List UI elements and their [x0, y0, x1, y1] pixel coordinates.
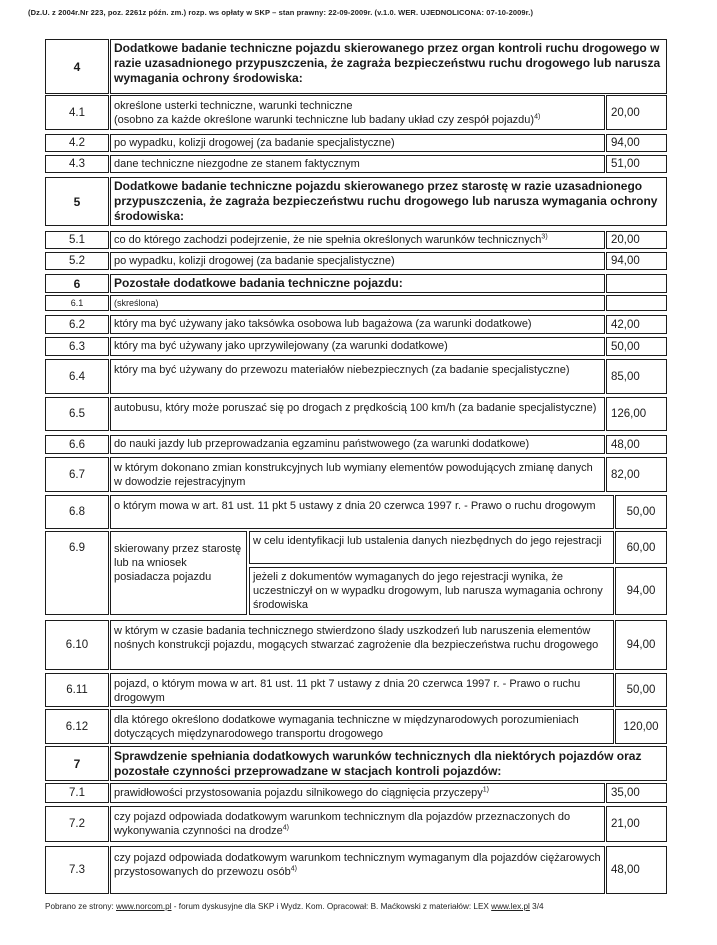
- section-heading: Sprawdzenie spełniania dodatkowych warunków technicznych dla niektórych pojazdów oraz pozostałe czynności przeprowadzane w stacjach kontroli pojazdów:: [110, 746, 667, 781]
- table-row: [45, 95, 667, 130]
- row-number: 4.3: [45, 155, 109, 173]
- fee-value: 50,00: [615, 495, 667, 529]
- fee-value: 94,00: [615, 620, 667, 670]
- footnote-ref: 4): [534, 113, 541, 121]
- table-row: [45, 620, 667, 670]
- table-row: [45, 783, 667, 803]
- footer-prefix: Pobrano ze strony:: [45, 902, 116, 911]
- table-row: [45, 295, 667, 311]
- page-number: 3/4: [529, 902, 544, 911]
- table-row-section-5: [45, 177, 667, 226]
- table-row-section-7: [45, 746, 667, 781]
- footnote-ref: 3): [541, 233, 548, 241]
- row-description: dane techniczne niezgodne ze stanem faktycznym: [110, 155, 605, 173]
- row-number: 6.10: [45, 620, 109, 670]
- row-number: 6.4: [45, 359, 109, 394]
- row-number: 6.7: [45, 457, 109, 492]
- row-number: 7: [45, 746, 109, 781]
- row-number: 4.1: [45, 95, 109, 130]
- row-number: 6.1: [45, 295, 109, 311]
- lex-link[interactable]: www.lex.pl: [491, 902, 530, 911]
- row-number: 5.1: [45, 231, 109, 249]
- row-description: po wypadku, kolizji drogowej (za badanie specjalistyczne): [110, 252, 605, 270]
- table-row: [45, 495, 667, 529]
- sub-condition-2: jeżeli z dokumentów wymaganych do jego rejestracji wynika, że uczestniczył on w wypadku drogowym, lub narusza wymagania ochrony środowiska: [249, 567, 614, 615]
- section-heading: Pozostałe dodatkowe badania techniczne pojazdu:: [110, 274, 605, 293]
- fee-value-empty: [606, 274, 667, 293]
- fee-value: 94,00: [606, 252, 667, 270]
- fee-value-1: 60,00: [615, 531, 667, 564]
- fee-value: 85,00: [606, 359, 667, 394]
- row-number: 5.2: [45, 252, 109, 270]
- row-number: 6.6: [45, 435, 109, 454]
- fee-value: 126,00: [606, 397, 667, 431]
- row-description-text: skierowany przez starostę lub na wniosek posiadacza pojazdu: [114, 543, 242, 583]
- row-number: 4.2: [45, 134, 109, 152]
- row-number: 6: [45, 274, 109, 293]
- fee-value: 50,00: [606, 337, 667, 356]
- table-row: [45, 397, 667, 431]
- row-description-text: czy pojazd odpowiada dodatkowym warunkom technicznym dla pojazdów przeznaczonych do wykonywania czynności na drodze: [114, 811, 571, 837]
- row-number: 6.8: [45, 495, 109, 529]
- footnote-ref: 4): [282, 824, 289, 832]
- row-description: [110, 231, 605, 249]
- row-description-line1: określone usterki techniczne, warunki techniczne: [114, 100, 353, 112]
- row-description: który ma być używany jako taksówka osobowa lub bagażowa (za warunki dodatkowe): [110, 315, 605, 334]
- fee-value: 48,00: [606, 435, 667, 454]
- row-number: 6.11: [45, 673, 109, 707]
- fee-value-2: 94,00: [615, 567, 667, 615]
- table-row: [45, 134, 667, 152]
- norcom-link[interactable]: www.norcom.pl: [116, 902, 172, 911]
- fee-value: 51,00: [606, 155, 667, 173]
- row-description-text: co do którego zachodzi podejrzenie, że nie spełnia określonych warunków technicznych: [114, 234, 542, 246]
- row-description: [110, 783, 605, 803]
- legal-header: (Dz.U. z 2004r.Nr 223, poz. 2261z późn. zm.) rozp. ws opłaty w SKP – stan prawny: 22-09-2009r. (v.1.0. WER. UJEDNOLICONA: 07-10-2009r.): [28, 8, 534, 17]
- table-row: [45, 231, 667, 249]
- row-description: autobusu, który może poruszać się po drogach z prędkością 100 km/h (za badanie specjalistyczne): [110, 397, 605, 431]
- fee-value-empty: [606, 295, 667, 311]
- fee-value: 94,00: [606, 134, 667, 152]
- row-description: [110, 806, 605, 842]
- fee-value: 35,00: [606, 783, 667, 803]
- sub-condition-1: w celu identyfikacji lub ustalenia danych niezbędnych do jego rejestracji: [249, 531, 614, 564]
- table-row: [45, 673, 667, 707]
- fee-value: 82,00: [606, 457, 667, 492]
- row-number: 6.12: [45, 709, 109, 744]
- row-number: 7.1: [45, 783, 109, 803]
- table-row: [45, 252, 667, 270]
- fee-value: 20,00: [606, 95, 667, 130]
- footer-credits: - forum dyskusyjne dla SKP i Wydz. Kom. Opracował: B. Maćkowski z materiałów: LEX: [171, 902, 492, 911]
- row-number: 6.5: [45, 397, 109, 431]
- row-number: [45, 531, 109, 615]
- row-description: (skreślona): [110, 295, 605, 311]
- table-row: [45, 337, 667, 356]
- table-row: [45, 359, 667, 394]
- row-description: [110, 846, 605, 894]
- table-row: [45, 846, 667, 894]
- row-description: o którym mowa w art. 81 ust. 11 pkt 5 ustawy z dnia 20 czerwca 1997 r. - Prawo o ruchu drogowym: [110, 495, 614, 529]
- row-description: w którym w czasie badania technicznego stwierdzono ślady uszkodzeń lub naruszenia elementów nośnych konstrukcji pojazdu, mogących stwarzać zagrożenie dla bezpieczeństwa ruchu drogowego: [110, 620, 614, 670]
- table-row: [45, 435, 667, 454]
- row-description: [110, 95, 605, 130]
- fee-value: 20,00: [606, 231, 667, 249]
- fee-value: 50,00: [615, 673, 667, 707]
- fee-value: 48,00: [606, 846, 667, 894]
- row-description: który ma być używany do przewozu materiałów niebezpiecznych (za badanie specjalistyczne): [110, 359, 605, 394]
- table-row: [45, 709, 667, 744]
- fee-value: 21,00: [606, 806, 667, 842]
- fee-value: 42,00: [606, 315, 667, 334]
- row-description-text: czy pojazd odpowiada dodatkowym warunkom technicznym wymaganym dla pojazdów ciężarowych przystosowanych do przewozu osób: [114, 852, 601, 878]
- row-number: 5: [45, 177, 109, 226]
- table-row: [45, 457, 667, 492]
- section-heading: Dodatkowe badanie techniczne pojazdu skierowanego przez organ kontroli ruchu drogowego w razie uzasadnionego przypuszczenia, że zagraża bezpieczeństwu ruchu drogowego lub narusza wymagania ochrony środowiska:: [110, 39, 667, 94]
- row-description: [110, 531, 247, 615]
- row-description-note: (osobno za każde określone warunki techniczne lub badany układ czy zespół pojazdu): [114, 114, 535, 126]
- footnote-ref: 1): [482, 786, 489, 794]
- row-description-text: prawidłowości przystosowania pojazdu silnikowego do ciągnięcia przyczepy: [114, 787, 483, 799]
- row-description: dla którego określono dodatkowe wymagania techniczne w międzynarodowych porozumieniach dotyczących międzynarodowego transportu drogowego: [110, 709, 614, 744]
- row-description: pojazd, o którym mowa w art. 81 ust. 11 pkt 7 ustawy z dnia 20 czerwca 1997 r. - Prawo o ruchu drogowym: [110, 673, 614, 707]
- row-description: do nauki jazdy lub przeprowadzania egzaminu państwowego (za warunki dodatkowe): [110, 435, 605, 454]
- row-number: 6.2: [45, 315, 109, 334]
- table-row-section-6: [45, 274, 667, 293]
- row-description: po wypadku, kolizji drogowej (za badanie specjalistyczne): [110, 134, 605, 152]
- footnote-ref: 4): [290, 865, 297, 873]
- row-number-text: 6.9: [69, 542, 85, 554]
- row-number: 6.3: [45, 337, 109, 356]
- row-description: w którym dokonano zmian konstrukcyjnych lub wymiany elementów powodujących zmianę danych w dowodzie rejestracyjnym: [110, 457, 605, 492]
- table-row: [45, 315, 667, 334]
- row-description: który ma być używany jako uprzywilejowany (za warunki dodatkowe): [110, 337, 605, 356]
- table-row-section-4: [45, 39, 667, 94]
- row-description-line2: [114, 113, 601, 127]
- section-heading: Dodatkowe badanie techniczne pojazdu skierowanego przez starostę w razie uzasadnionego przypuszczenia, że zagraża bezpieczeństwu ruchu drogowego lub narusza wymagania ochrony środowiska:: [110, 177, 667, 226]
- row-number: 4: [45, 39, 109, 94]
- fee-value: 120,00: [615, 709, 667, 744]
- table-row-6-9: [45, 531, 667, 615]
- table-row: [45, 155, 667, 173]
- page-footer: [45, 902, 544, 911]
- row-number: 7.2: [45, 806, 109, 842]
- row-number: 7.3: [45, 846, 109, 894]
- table-row: [45, 806, 667, 842]
